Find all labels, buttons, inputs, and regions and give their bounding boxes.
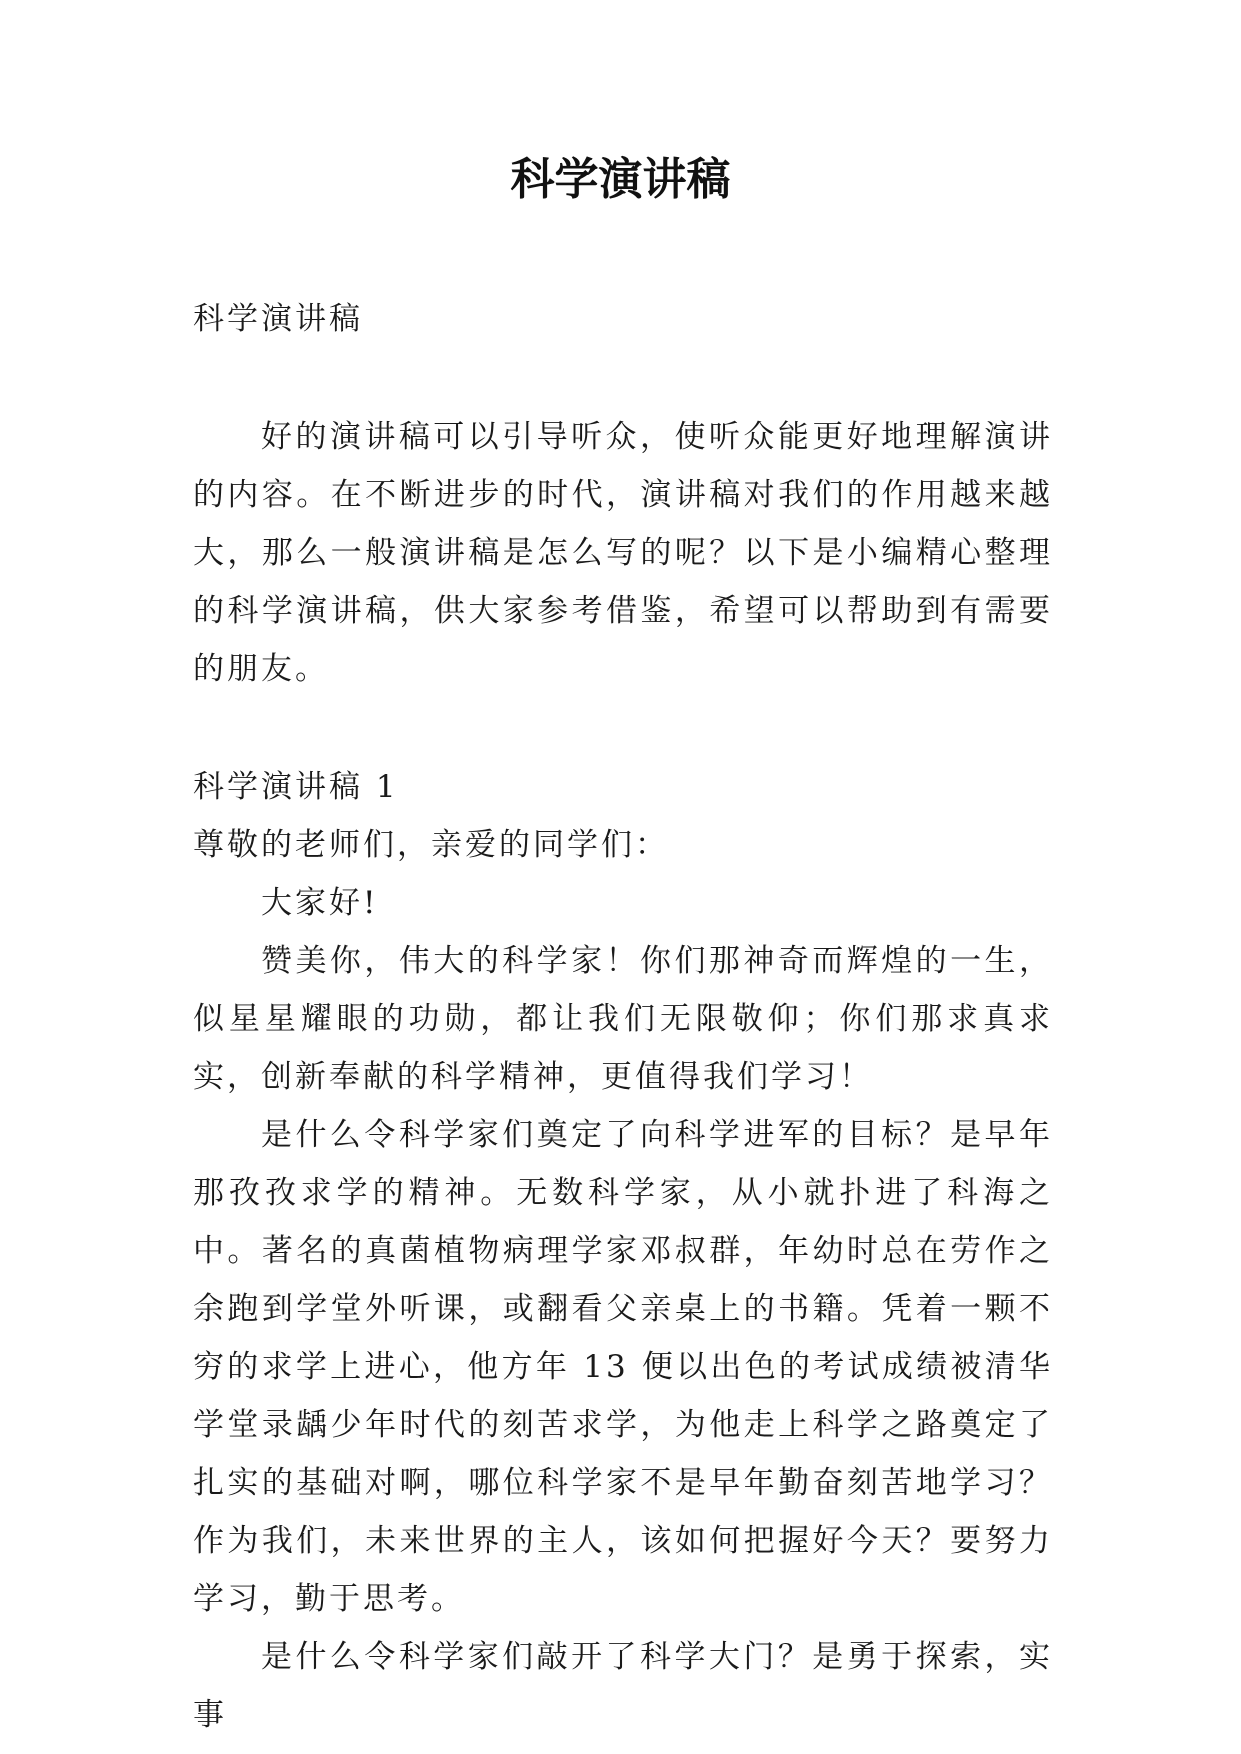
document-body bbox=[193, 290, 1053, 1744]
body-paragraph-3: 是什么令科学家们敲开了科学大门？是勇于探索，实事 bbox=[193, 1639, 1053, 1733]
greeting: 大家好! bbox=[261, 885, 379, 921]
salutation: 尊敬的老师们，亲爱的同学们： bbox=[193, 827, 669, 863]
document-subtitle: 科学演讲稿 bbox=[193, 301, 363, 337]
intro-paragraph: 好的演讲稿可以引导听众，使听众能更好地理解演讲的内容。在不断进步的时代，演讲稿对我们的作用越来越大，那么一般演讲稿是怎么写的呢？以下是小编精心整理的科学演讲稿，供大家参考借鉴，希望可以帮助到有需要的朋友。 bbox=[193, 419, 1053, 687]
body-paragraph-1: 赞美你，伟大的科学家！你们那神奇而辉煌的一生，似星星耀眼的功勋，都让我们无限敬仰；你们那求真求实，创新奉献的科学精神，更值得我们学习！ bbox=[193, 943, 1053, 1095]
body-paragraph-2: 是什么令科学家们奠定了向科学进军的目标？是早年那孜孜求学的精神。无数科学家，从小就扑进了科海之中。著名的真菌植物病理学家邓叔群，年幼时总在劳作之余跑到学堂外听课，或翻看父亲桌上的书籍。凭着一颗不穷的求学上进心，他方年 13 便以出色的考试成绩被清华学堂录龋少年时代的刻苦求学，为他走上科学之路奠定了扎实的基础对啊，哪位科学家不是早年勤奋刻苦地学习？作为我们，未来世界的主人，该如何把握好今天？要努力学习，勤于思考。 bbox=[193, 1117, 1053, 1617]
section-heading: 科学演讲稿 1 bbox=[193, 769, 399, 805]
document-title: 科学演讲稿 bbox=[510, 154, 731, 205]
